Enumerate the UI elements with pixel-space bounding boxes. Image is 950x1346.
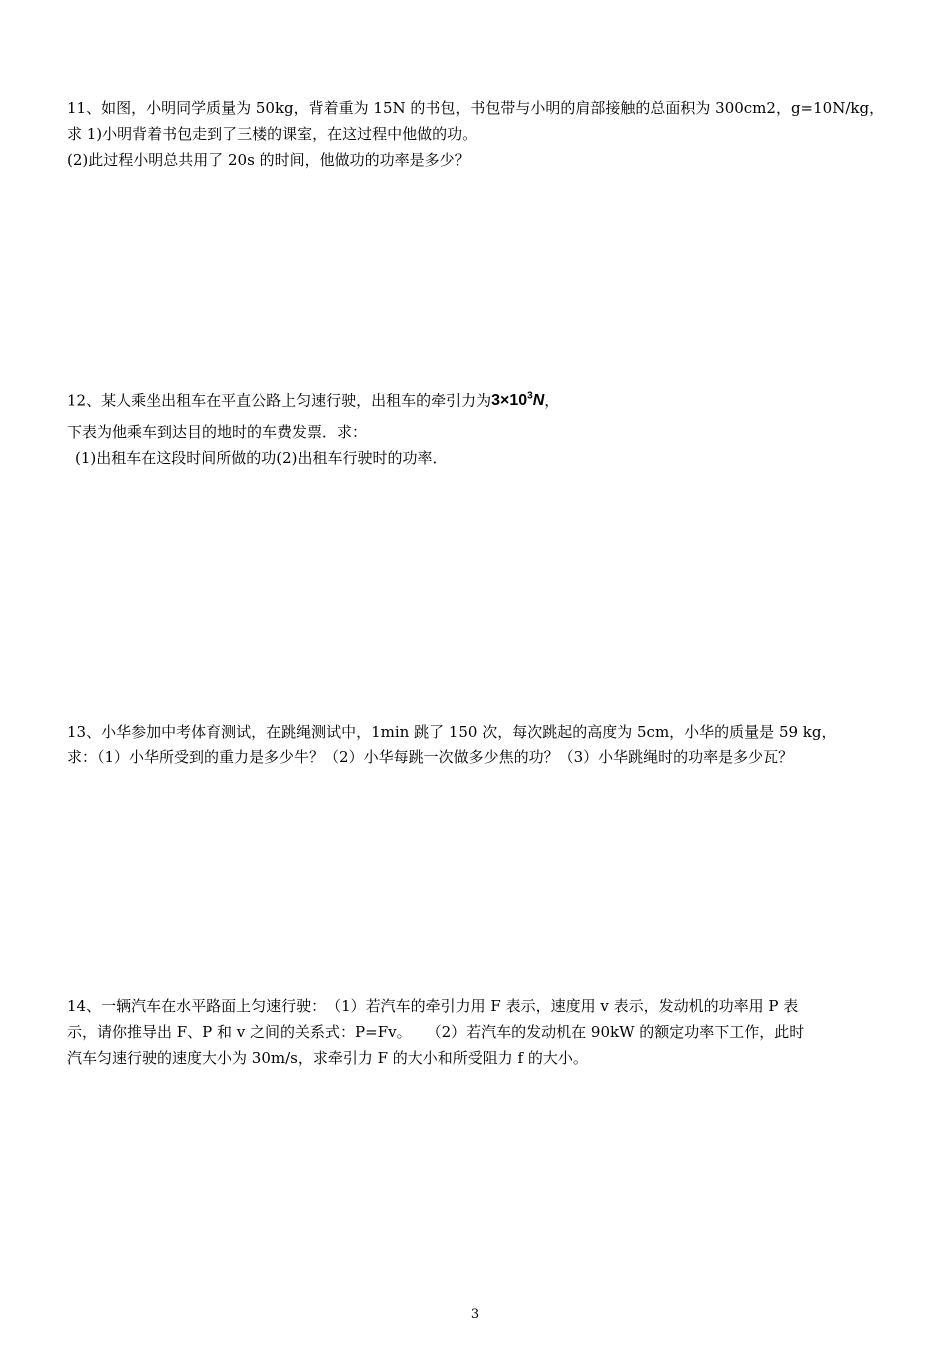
q11-line-1: 11、如图，小明同学质量为 50kg，背着重为 15N 的书包，书包带与小明的肩部接触的总面积为 300cm2，g=10N/kg， [67,99,885,117]
q11-line-3: (2)此过程小明总共用了 20s 的时间，他做功的功率是多少？ [67,151,470,169]
q13-line-1: 13、小华参加中考体育测试，在跳绳测试中，1min 跳了 150 次，每次跳起的高度为 5cm，小华的质量是 59 kg， [67,723,837,741]
q14-line-2: 示，请你推导出 F、P 和 v 之间的关系式：P=Fv。 （2）若汽车的发动机在 90kW 的额定功率下工作，此时 [67,1023,805,1041]
q14-line-3: 汽车匀速行驶的速度大小为 30m/s，求牵引力 F 的大小和所受阻力 f 的大小。 [67,1049,588,1067]
q12-line-1-tail: ， [544,391,560,410]
traction-force-formula [491,392,544,409]
q13-line-2: 求：（1）小华所受到的重力是多少牛？（2）小华每跳一次做多少焦的功？（3）小华跳绳时的功率是多少瓦？ [67,748,794,766]
formula-unit: N [532,392,545,410]
q12-line-1 [67,387,559,411]
page-number: 3 [470,1307,480,1322]
formula-base: 3×10 [491,392,528,410]
q11-line-2: 求 1)小明背着书包走到了三楼的课室，在这过程中他做的功。 [67,125,478,143]
q12-line-1-text: 12、某人乘坐出租车在平直公路上匀速行驶，出租车的牵引力为 [67,391,492,410]
formula-exponent: 3 [527,391,533,402]
q14-line-1: 14、一辆汽车在水平路面上匀速行驶： （1）若汽车的牵引力用 F 表示，速度用 v 表示，发动机的功率用 P 表 [67,997,799,1015]
q12-line-3: (1)出租车在这段时间所做的功(2)出租车行驶时的功率． [75,449,448,467]
q12-line-2: 下表为他乘车到达目的地时的车费发票．求： [67,423,368,441]
